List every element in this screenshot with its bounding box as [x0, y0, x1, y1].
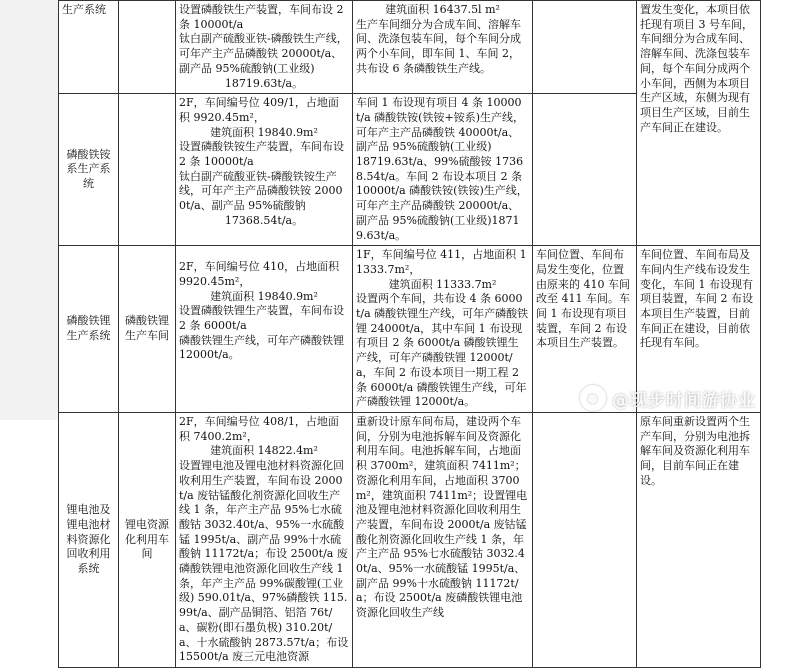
text-line: 设置磷酸铁锂生产装置，车间布设 2 条 6000t/a [179, 304, 344, 333]
text-line: 建筑面积 16437.5l m² [385, 3, 500, 16]
original-approval-cell [176, 1, 353, 94]
watermark [580, 384, 795, 412]
workshop-cell [119, 94, 176, 246]
system-name-cell [59, 412, 119, 667]
remark-text: 车间位置、车间布局及车间内生产线布设发生变化，车间 1 布设现有项目装置，车间 2 布设本项目生产装置，目前车间正在建设，目前依托现有车间。 [640, 248, 753, 350]
remark-text: 置发生变化，本项目依托现有项目 3 号车间，车间细分为合成车间、溶解车间、洗涤包装车间，每个车间分成两个小车间，西侧为本项目生产区域，东侧为现有项目生产区域，目前生产车间正在建设。 [640, 3, 753, 134]
original-approval-cell [176, 246, 353, 413]
system-name-cell [59, 246, 119, 413]
remark-cell [637, 1, 761, 246]
text-line: 钛白副产硫酸亚铁-磷酸铁生产线，可年产主产品磷酸铁 20000t/a、副产品 95%硫酸钠(工业级) [179, 32, 348, 75]
workshop-cell [119, 1, 176, 94]
change-cell [533, 1, 637, 94]
system-name-cell [59, 1, 119, 94]
text-line: 建筑面积 19840.9m² [210, 289, 318, 303]
table-row [59, 1, 761, 94]
system-name-cell [59, 94, 119, 246]
remark-cell [637, 412, 761, 667]
text-line: 设置锂电池及锂电池材料资源化回收利用生产装置，车间布设 2000t/a 废钴锰酸化剂资源化回收生产线 1 条，年产主产品 95%七水硫酸钴 3032.40t/a、95%一水硫酸锰 1995t/a、副产品 99%十水硫酸钠 11172t/a；布设 2500t/a 废磷酸铁锂电池资源化回收生产线 1 条，年产主产品 99%碳酸锂(工业级) 590.01t/a、97%磷酸铁 115.99t/a、副产品铜箔、铝箔 76t/a、碳粉(即石墨负极) 310.20t/a、十水硫酸钠 2873.57t/a；布设 15500t/a 废三元电池资源 [179, 459, 349, 664]
change-text: 车间位置、车间布局发生变化，位置由原来的 410 车间改至 411 车间。车间 1 布设现有项目装置，车间 2 布设本项目生产装置。 [536, 248, 630, 350]
system-name: 磷酸铁铵系生产系统 [66, 147, 111, 191]
text-line: 17368.54t/a。 [224, 213, 304, 227]
text-line: 钛白副产硫酸亚铁-磷酸铁铵生产线，可年产主产品磷酸铁铵 20000t/a、副产品 95%硫酸钠 [179, 169, 343, 213]
text-line: 设置磷酸铁生产装置，车间布设 2 条 10000t/a [179, 3, 344, 31]
text-line: 2F，车间编号位 408/1，占地面积 7400.2m²， [179, 414, 339, 443]
watermark-text: @现步时间游协业 [612, 390, 756, 411]
system-name: 磷酸铁锂生产系统 [66, 314, 111, 343]
workshop-cell [119, 412, 176, 667]
actual-construction-cell [353, 1, 533, 94]
text-line: 车间 1 布设现有项目 4 条 10000t/a 磷酸铁铵(铁铵+铵系)生产线，可年产主产品磷酸铁 40000t/a、副产品 95%硫酸钠(工业级) [356, 96, 524, 154]
table-wrapper [58, 0, 760, 664]
actual-construction-cell [353, 94, 533, 246]
text-line: 18719.63t/a。 [224, 76, 304, 90]
workshop-name: 磷酸铁锂生产车间 [125, 314, 169, 343]
original-approval-cell [176, 412, 353, 667]
text-line: 1F，车间编号位 411，占地面积 11333.7m²， [356, 248, 527, 276]
text-line: 2F，车间编号位 409/1，占地面积 9920.45m²， [179, 96, 339, 124]
workshop-cell [119, 246, 176, 413]
text-line: 设置磷酸铁铵生产装置，车间布设 2 条 10000t/a [179, 140, 344, 169]
watermark-circle-icon: ● [580, 385, 606, 411]
change-cell [533, 94, 637, 246]
text-line: 建筑面积 19840.9m² [210, 125, 318, 139]
system-name: 生产系统 [62, 3, 106, 16]
actual-construction-cell [353, 412, 533, 667]
text-line: 重新设计原车间布局，建设两个车间，分别为电池拆解车间及资源化利用车间。电池拆解车间，占地面积 3700m²，建筑面积 7411m²；资源化利用车间，占地面积 3700m²，建筑面积 7411m²；设置锂电池及锂电池材料资源化回收利用生产装置，车间布设 2000t/a 废钴锰酸化剂资源化回收生产线 1 条，年产主产品 95%七水硫酸钴 3032.40t/a、95%一水硫酸锰 1995t/a、副产品 99%十水硫酸钠 11172t/a；布设 2500t/a 废磷酸铁锂电池资源化回收生产线 [356, 414, 528, 620]
text-line: 建筑面积 14822.4m² [210, 444, 318, 458]
text-line: 18719.63t/a、99%硫酸铵 17368.54t/a。车间 2 布设本项目 2 条 10000t/a 磷酸铁铵(铁铵)生产线，可年产主产品磷酸铁 20000t/a、副产品 95%硫酸钠(工业级)18719.63t/a。 [356, 155, 528, 242]
text-line: 设置两个车间，共布设 4 条 6000t/a 磷酸铁锂生产线，可年产磷酸铁锂 24000t/a，其中车间 1 布设现有项目 2 条 6000t/a 磷酸铁锂生产线，可年产磷酸铁锂 12000t/a，车间 2 布设本项目一期工程 2 条 6000t/a 磷酸铁锂生产线，可年产磷酸铁锂 12000t/a。 [356, 292, 529, 409]
workshop-name: 锂电资源化利用车间 [125, 517, 169, 561]
text-line: 生产车间细分为合成车间、溶解车间、洗涤包装车间，每个车间分成两个小车间，即车间 1、车间 2，共布设 6 条磷酸铁生产线。 [356, 17, 521, 75]
text-line: 建筑面积 11333.7m² [388, 277, 497, 291]
table-row [59, 412, 761, 667]
actual-construction-cell [353, 246, 533, 413]
change-cell [533, 412, 637, 667]
system-name: 锂电池及锂电池材料资源化回收利用系统 [66, 503, 111, 576]
text-line: 磷酸铁锂生产线，可年产磷酸铁锂 12000t/a。 [179, 333, 344, 362]
remark-text: 原车间重新设置两个生产车间，分别为电池拆解车间及资源化利用车间，目前车间正在建设。 [640, 414, 750, 487]
original-approval-cell [176, 94, 353, 246]
text-line: 2F，车间编号位 410，占地面积 9920.45m²， [179, 260, 340, 288]
project-comparison-table [58, 0, 761, 668]
